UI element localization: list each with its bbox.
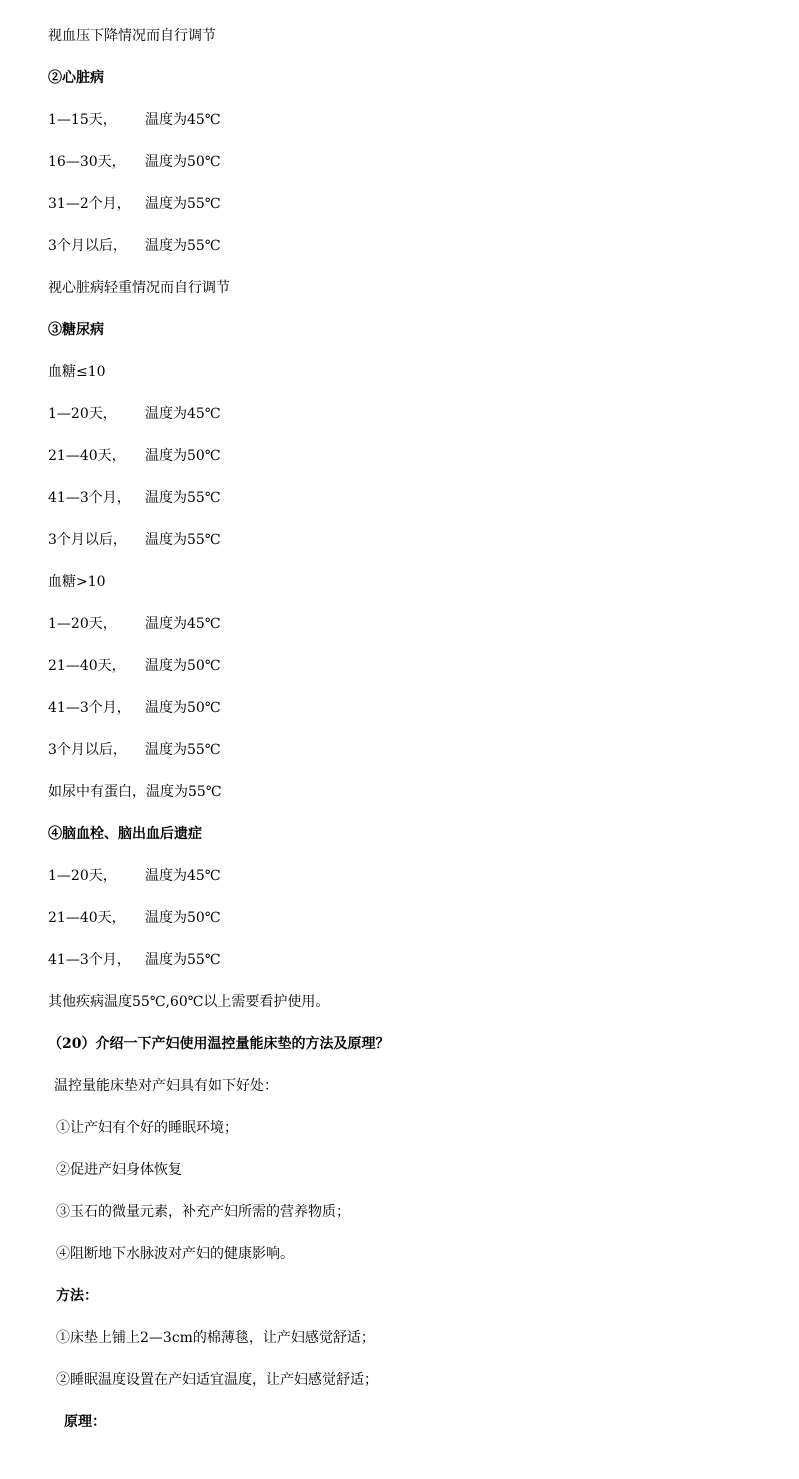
temp-text: 温度为55℃ <box>145 742 221 758</box>
stroke-row <box>48 866 220 886</box>
heart-row <box>48 194 220 214</box>
temp-text: 温度为45℃ <box>145 616 221 632</box>
diabetes-row <box>48 740 220 760</box>
period-text: 41—3个月， <box>48 700 131 716</box>
period-text: 21—40天， <box>48 658 126 674</box>
diabetes-row <box>48 614 220 634</box>
stroke-heading: ④脑血栓、脑出血后遗症 <box>48 826 202 842</box>
temp-text: 温度为50℃ <box>145 448 221 464</box>
diabetes-row <box>48 446 220 466</box>
temp-text: 温度为55℃ <box>145 952 221 968</box>
blood-sugar-high-label: 血糖>10 <box>48 574 106 590</box>
period-text: 1—20天， <box>48 406 117 422</box>
period-text: 3个月以后， <box>48 532 127 548</box>
period-text: 1—20天， <box>48 616 117 632</box>
stroke-row <box>48 908 220 928</box>
period-text: 31—2个月， <box>48 196 131 212</box>
period-text: 1—20天， <box>48 868 117 884</box>
temp-text: 温度为50℃ <box>145 700 221 716</box>
diabetes-row <box>48 530 220 550</box>
period-text: 21—40天， <box>48 448 126 464</box>
method-item: ①床垫上铺上2—3cm的棉薄毯，让产妇感觉舒适； <box>56 1330 375 1346</box>
temp-text: 温度为55℃ <box>145 490 221 506</box>
period-text: 16—30天， <box>48 154 126 170</box>
period-text: 3个月以后， <box>48 238 127 254</box>
heart-heading: ②心脏病 <box>48 70 104 86</box>
question-20-heading: （20）介绍一下产妇使用温控量能床垫的方法及原理？ <box>48 1036 390 1052</box>
temp-text: 温度为50℃ <box>145 658 221 674</box>
method-heading: 方法： <box>56 1288 98 1304</box>
heart-row <box>48 110 220 130</box>
diabetes-row <box>48 698 220 718</box>
benefits-intro: 温控量能床垫对产妇具有如下好处： <box>54 1078 278 1094</box>
period-text: 41—3个月， <box>48 952 131 968</box>
temp-text: 温度为55℃ <box>145 238 221 254</box>
blood-sugar-low-label: 血糖≤10 <box>48 364 106 380</box>
temp-text: 温度为45℃ <box>145 112 221 128</box>
temp-text: 温度为50℃ <box>145 154 221 170</box>
stroke-row <box>48 950 220 970</box>
temp-text: 温度为45℃ <box>145 868 221 884</box>
benefit-item: ③玉石的微量元素，补充产妇所需的营养物质； <box>56 1204 350 1220</box>
benefit-item: ①让产妇有个好的睡眠环境； <box>56 1120 238 1136</box>
method-item: ②睡眠温度设置在产妇适宜温度，让产妇感觉舒适； <box>56 1372 378 1388</box>
temp-text: 温度为50℃ <box>145 910 221 926</box>
period-text: 41—3个月， <box>48 490 131 506</box>
benefit-item: ④阻断地下水脉波对产妇的健康影响。 <box>56 1246 294 1262</box>
diabetes-heading: ③糖尿病 <box>48 322 104 338</box>
period-text: 3个月以后， <box>48 742 127 758</box>
heart-row <box>48 152 220 172</box>
temp-text: 温度为45℃ <box>145 406 221 422</box>
temp-text: 温度为55℃ <box>145 532 221 548</box>
principle-heading: 原理： <box>64 1414 106 1430</box>
bp-note: 视血压下降情况而自行调节 <box>48 28 216 44</box>
temp-text: 温度为55℃ <box>145 196 221 212</box>
diabetes-row <box>48 404 220 424</box>
benefit-item: ②促进产妇身体恢复 <box>56 1162 182 1178</box>
protein-note: 如尿中有蛋白，温度为55℃ <box>48 784 222 800</box>
diabetes-row <box>48 488 220 508</box>
heart-row <box>48 236 220 256</box>
period-text: 21—40天， <box>48 910 126 926</box>
other-disease-note: 其他疾病温度55℃,60℃以上需要看护使用。 <box>48 994 330 1010</box>
period-text: 1—15天， <box>48 112 117 128</box>
heart-note: 视心脏病轻重情况而自行调节 <box>48 280 230 296</box>
diabetes-row <box>48 656 220 676</box>
